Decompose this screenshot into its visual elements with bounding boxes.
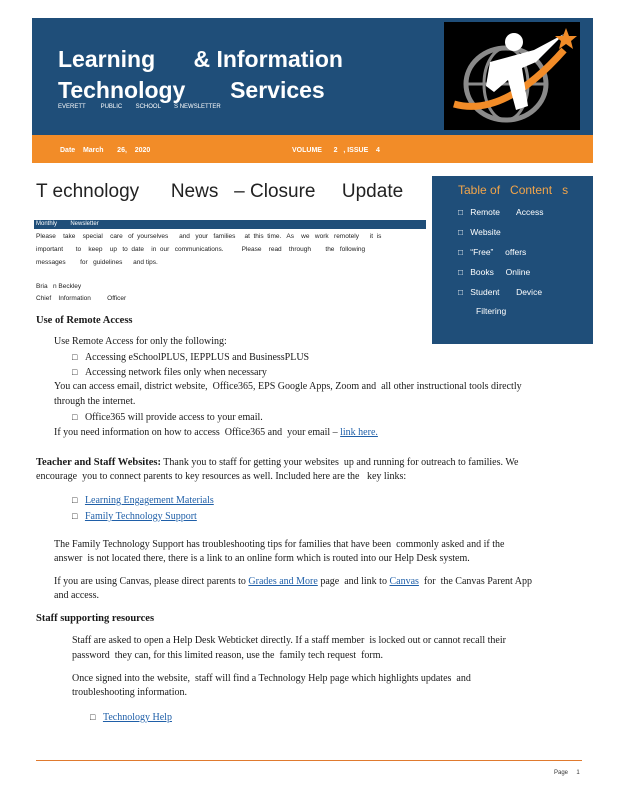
intro-line-2: important to keep up to date in our communications. Please read through the following xyxy=(36,246,366,253)
bullet-icon: □ xyxy=(72,495,78,505)
volume-issue: VOLUME 2 , ISSUE 4 xyxy=(292,147,380,154)
staff-helpdesk-line-2: password they can, for this limited reason, use the family tech request form. xyxy=(72,650,384,661)
list-item: □ Accessing eSchoolPLUS, IEPPLUS and BusinessPLUS xyxy=(72,352,310,363)
list-item xyxy=(72,509,197,524)
canvas-paragraph-line-1: If you are using Canvas, please direct parents to Grades and More page and link to Canvas for the Canvas Parent App xyxy=(54,576,532,587)
table-of-contents xyxy=(432,176,593,344)
bullet-icon: □ xyxy=(458,247,464,257)
logo-icon xyxy=(444,22,580,130)
bullet-icon: □ xyxy=(72,367,78,377)
monthly-banner-label: Monthly Newsletter xyxy=(36,221,99,227)
article-title: T echnology News – Closure Update xyxy=(36,181,404,202)
bullet-icon: □ xyxy=(458,227,464,237)
family-tech-support-link[interactable]: Family Technology Support xyxy=(84,511,197,522)
staff-website-line-2: troubleshooting information. xyxy=(72,687,187,698)
newsletter-title-line2: Technology Services xyxy=(58,77,325,103)
technology-help-link[interactable]: Technology Help xyxy=(102,712,172,723)
toc-item-books-online[interactable]: □ Books Online xyxy=(458,267,531,277)
list-item xyxy=(90,710,172,725)
heading-websites: Teacher and Staff Websites: xyxy=(36,457,161,468)
toc-item-website[interactable]: □ Website xyxy=(458,227,501,237)
learning-engagement-link[interactable]: Learning Engagement Materials xyxy=(84,495,214,506)
signature-name: Bria n Beckley xyxy=(36,283,82,290)
office365-help-link[interactable]: link here. xyxy=(340,427,378,438)
toc-item-remote-access[interactable]: □ Remote Access xyxy=(458,207,544,217)
remote-access-lead: Use Remote Access for only the following: xyxy=(54,336,227,347)
remote-access-body-2: through the internet. xyxy=(54,396,136,407)
heading-staff-resources: Staff supporting resources xyxy=(36,613,155,624)
staff-helpdesk-line-1: Staff are asked to open a Help Desk Webticket directly. If a staff member is locked out or cannot recall their xyxy=(72,635,506,646)
websites-paragraph-line-1: Teacher and Staff Websites: Thank you to staff for getting your websites up and running for outreach to families. We xyxy=(36,457,519,468)
toc-item-filtering[interactable]: Filtering xyxy=(476,306,507,316)
bullet-icon: □ xyxy=(458,287,464,297)
bullet-icon: □ xyxy=(72,352,78,362)
bullet-icon: □ xyxy=(72,511,78,521)
family-support-line-2: answer is not located there, there is a link to an online form which is routed into our Help Desk system. xyxy=(54,553,470,564)
canvas-paragraph-line-2: and access. xyxy=(54,590,99,601)
family-support-line-1: The Family Technology Support has troubleshooting tips for families that have been commonly asked and if the xyxy=(54,539,505,550)
issue-date: Date March 26, 2020 xyxy=(60,147,151,154)
toc-item-free-offers[interactable]: □ “Free” offers xyxy=(458,247,527,257)
newsletter-title-line1: Learning & Information xyxy=(58,46,343,72)
bullet-icon: □ xyxy=(72,412,78,422)
websites-paragraph-line-2: encourage you to connect parents to key resources as well. Included here are the key links: xyxy=(36,471,407,482)
grades-and-more-link[interactable]: Grades and More xyxy=(248,576,318,587)
signature-title: Chief Information Officer xyxy=(36,295,127,302)
list-item: □ Office365 will provide access to your email. xyxy=(72,412,263,423)
toc-title: Table of Content s xyxy=(458,183,569,197)
remote-access-body-1: You can access email, district website, Office365, EPS Google Apps, Zoom and all other instructional tools directly xyxy=(54,381,522,392)
bullet-icon: □ xyxy=(458,207,464,217)
remote-access-body-3: If you need information on how to access Office365 and your email – link here. xyxy=(54,427,378,438)
canvas-link[interactable]: Canvas xyxy=(389,576,419,587)
list-item: □ Accessing network files only when necessary xyxy=(72,367,267,378)
staff-website-line-1: Once signed into the website, staff will find a Technology Help page which highlights updates and xyxy=(72,673,471,684)
page-number: Page 1 xyxy=(554,770,580,776)
list-item xyxy=(72,493,214,508)
newsletter-subtitle: EVERETT PUBLIC SCHOOL S NEWSLETTER xyxy=(58,104,221,110)
heading-remote-access: Use of Remote Access xyxy=(36,315,133,326)
toc-item-student-device[interactable]: □ Student Device xyxy=(458,287,543,297)
intro-line-3: messages for guidelines and tips. xyxy=(36,259,158,266)
intro-line-1: Please take special care of yourselves and your families at this time. As we work remotely it is xyxy=(36,233,382,240)
footer-divider xyxy=(36,760,582,761)
bullet-icon: □ xyxy=(90,712,96,722)
bullet-icon: □ xyxy=(458,267,464,277)
